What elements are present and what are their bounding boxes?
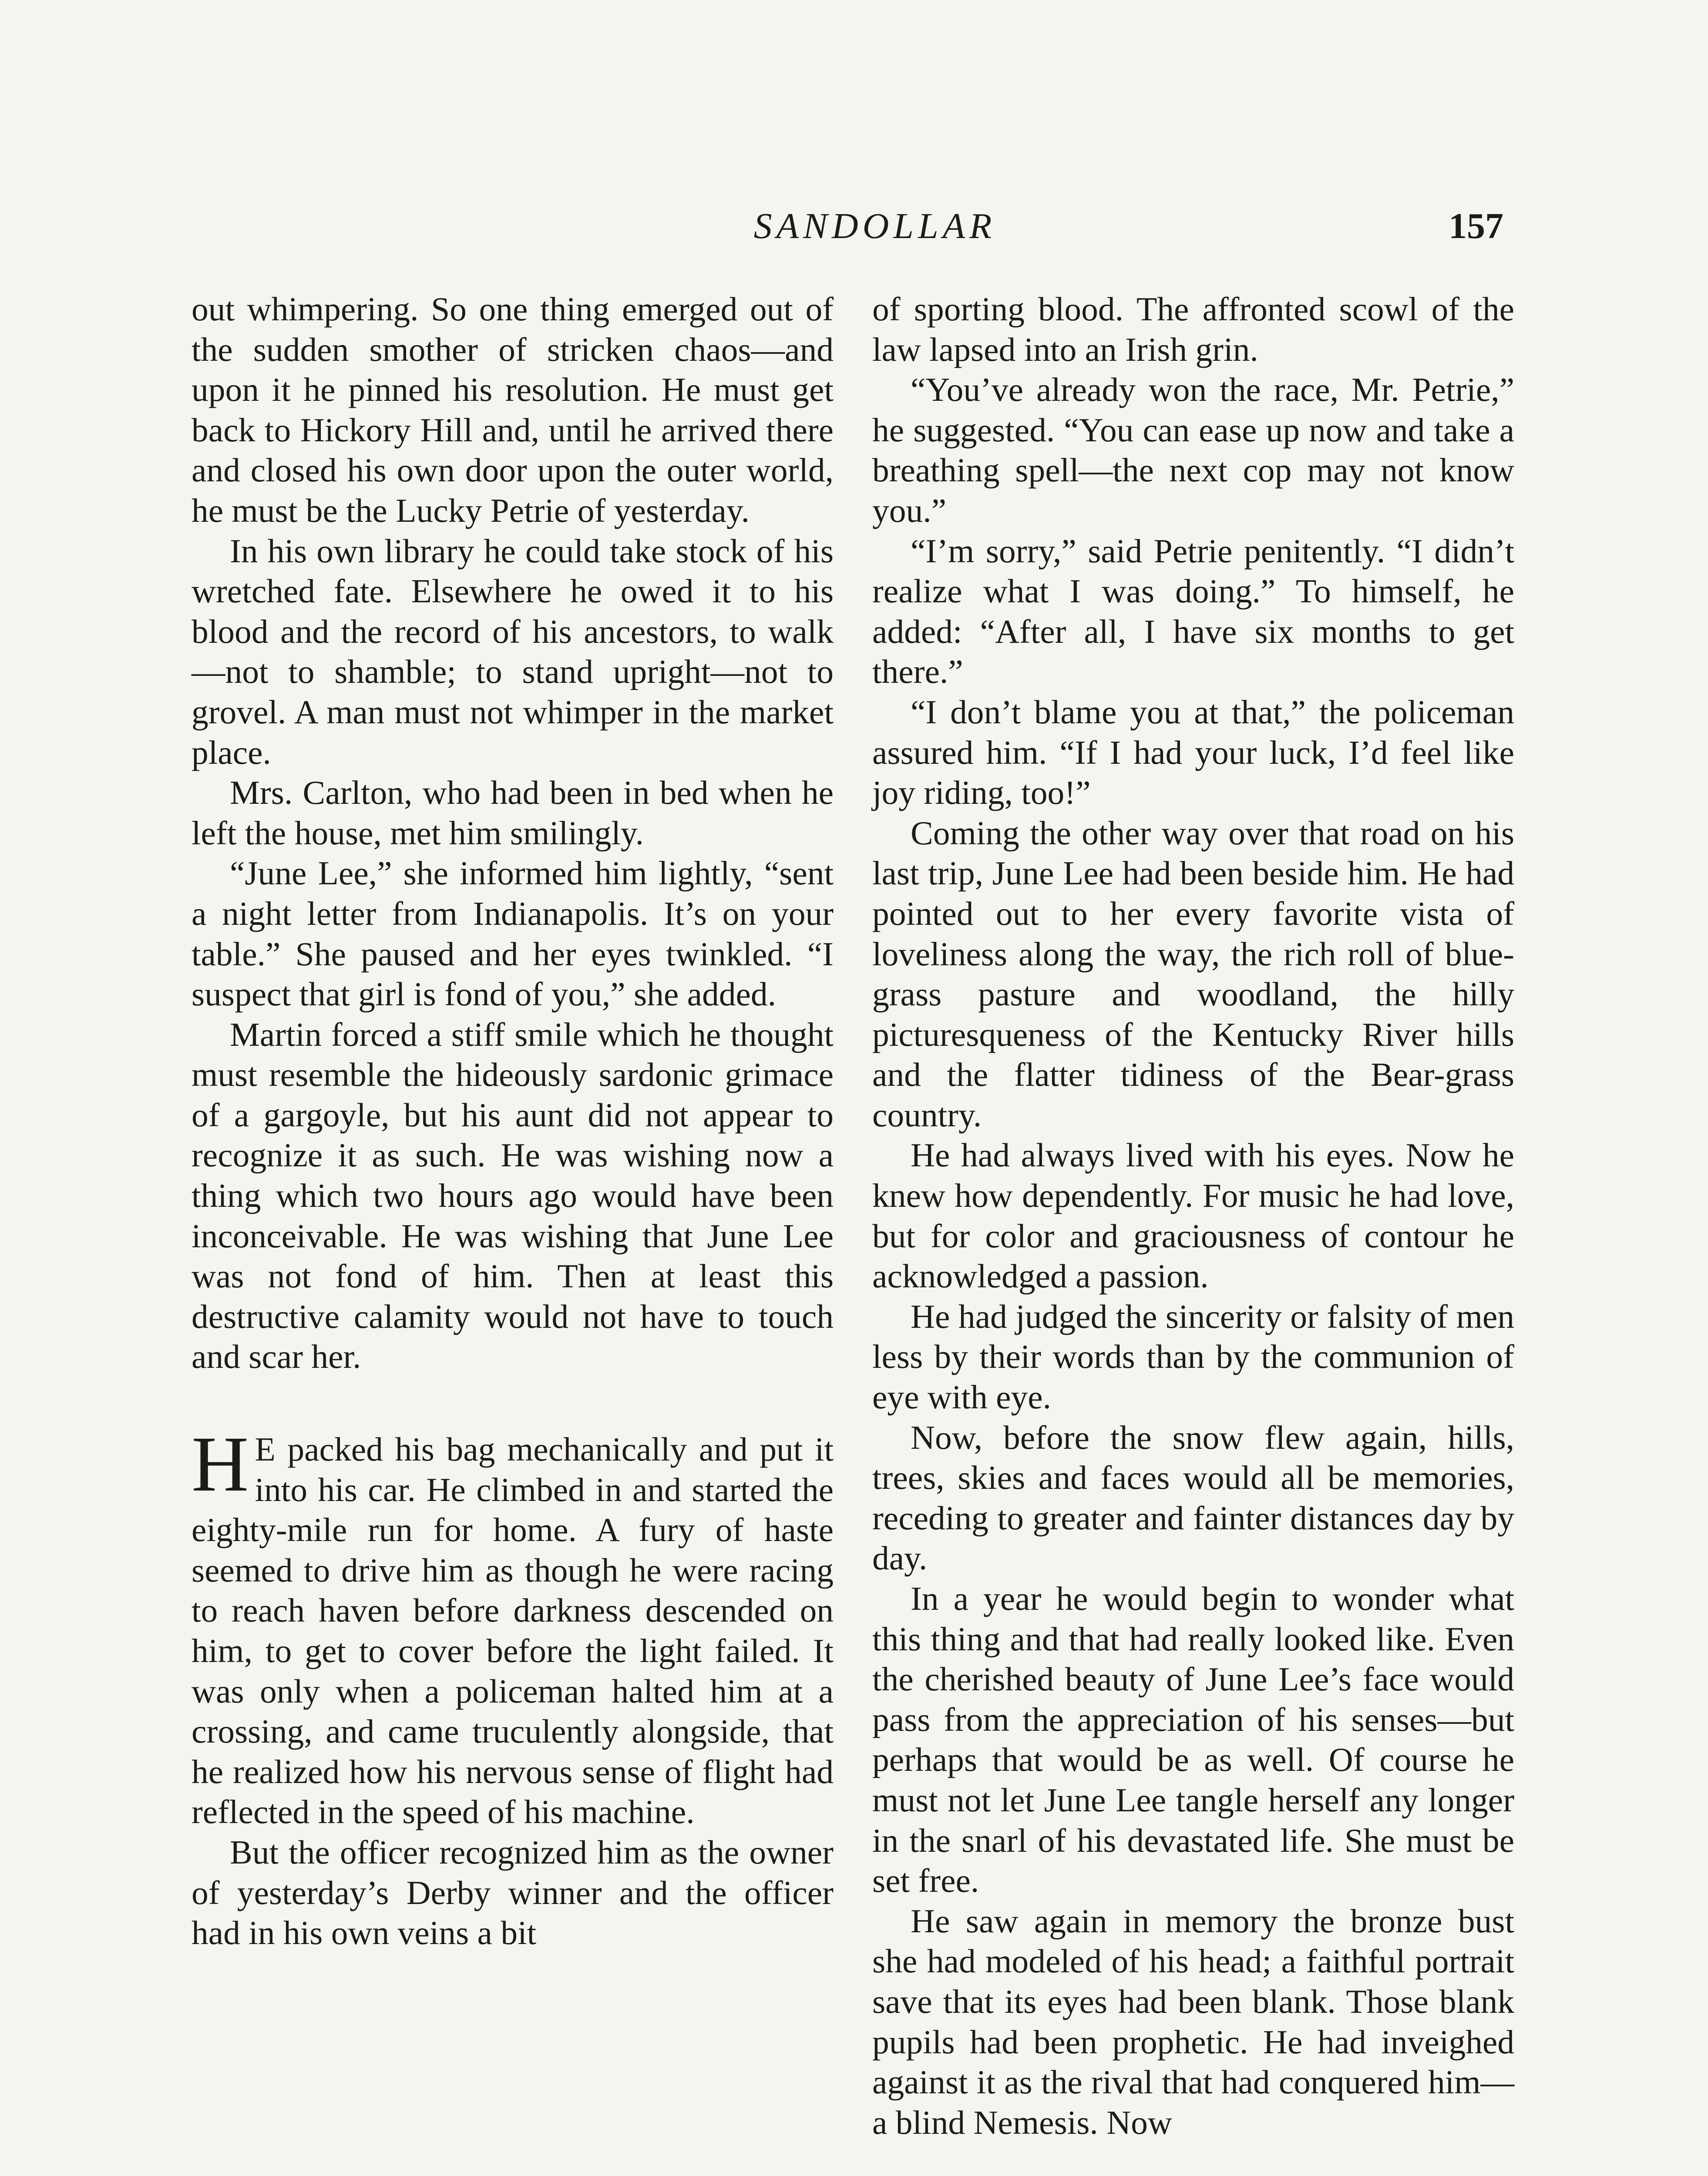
page-number: 157 (1449, 206, 1503, 246)
paragraph: Coming the other way over that road on his last trip, June Lee had been beside him. He had pointed out to her every favorite vista of loveliness along the way, the rich roll of blue-grass pasture and woodland, the hilly picturesqueness of the Kentucky River hills and the flatter tidiness of the Bear-grass country. (872, 814, 1514, 1134)
paragraph: In a year he would begin to wonder what this thing and that had really looked like. Even the cherished beauty of June Lee’s face would pass from the appreciation of his senses—but perhaps that would be as well. Of course he must not let June Lee tangle herself any longer in the snarl of his devastated life. She must be set free. (872, 1580, 1514, 1900)
paragraph: He had judged the sincerity or falsity of men less by their words than by the communion of eye with eye. (872, 1297, 1514, 1416)
paragraph-text: packed his bag mechanically and put it into his car. He climbed in and started the eighty-mile run for home. A fury of haste seemed to drive him as though he were racing to reach haven before darkness descended on him, to get to cover before the light failed. It was only when a policeman halted him at a crossing, and came truculently alongside, that he realized how his nervous sense of flight had reflected in the speed of his machine. (192, 1431, 834, 1831)
paragraph: Mrs. Carlton, who had been in bed when he left the house, met him smilingly. (192, 774, 834, 852)
paragraph: But the officer recognized him as the owner of yesterday’s Derby winner and the officer had in his own veins a bit (192, 1833, 834, 1952)
paragraph: He saw again in memory the bronze bust she had modeled of his head; a faithful portrait save that its eyes had been blank. Those blank pupils had been prophetic. He had inveighed against it as the rival that had conquered him—a blind Nemesis. Now (872, 1902, 1514, 2141)
drop-cap: H (192, 1420, 249, 1508)
paragraph: Now, before the snow flew again, hills, trees, skies and faces would all be memories, receding to greater and fainter distances day by day. (872, 1418, 1514, 1577)
paragraph: “I’m sorry,” said Petrie penitently. “I didn’t realize what I was doing.” To himself, he added: “After all, I have six months to get there.” (872, 532, 1514, 691)
paragraph: “I don’t blame you at that,” the policeman assured him. “If I had your luck, I’d feel like joy riding, too!” (872, 693, 1514, 812)
paragraph: of sporting blood. The affronted scowl of the law lapsed into an Irish grin. (872, 290, 1514, 368)
paragraph: He had always lived with his eyes. Now he knew how dependently. For music he had love, but for color and graciousness of contour he acknowledged a passion. (872, 1136, 1514, 1295)
dropcap-paragraph (192, 1420, 834, 1832)
paragraph: In his own library he could take stock of his wretched fate. Elsewhere he owed it to his blood and the record of his ancestors, to walk—not to shamble; to stand upright—not to grovel. A man must not whimper in the market place. (192, 532, 834, 771)
running-title: SANDOLLAR (753, 206, 996, 246)
drop-cap-rest: E (255, 1431, 276, 1468)
section-break (192, 1377, 834, 1429)
left-column (192, 289, 834, 1953)
paragraph: Martin forced a stiff smile which he thought must resemble the hideously sardonic grimace of a gargoyle, but his aunt did not appear to recognize it as such. He was wishing now a thing which two hours ago would have been inconceivable. He was wishing that June Lee was not fond of him. Then at least this destructive calamity would not have to touch and scar her. (192, 1015, 834, 1376)
paragraph: out whimpering. So one thing emerged out of the sudden smother of stricken chaos—and upon it he pinned his resolution. He must get back to Hickory Hill and, until he arrived there and closed his own door upon the outer world, he must be the Lucky Petrie of yesterday. (192, 290, 834, 529)
paragraph: “June Lee,” she informed him lightly, “sent a night letter from Indianapolis. It’s on your table.” She paused and her eyes twinkled. “I suspect that girl is fond of you,” she added. (192, 854, 834, 1013)
paragraph: “You’ve already won the race, Mr. Petrie,” he suggested. “You can ease up now and take a breathing spell—the next cop may not know you.” (872, 371, 1514, 529)
right-column (872, 289, 1514, 2142)
